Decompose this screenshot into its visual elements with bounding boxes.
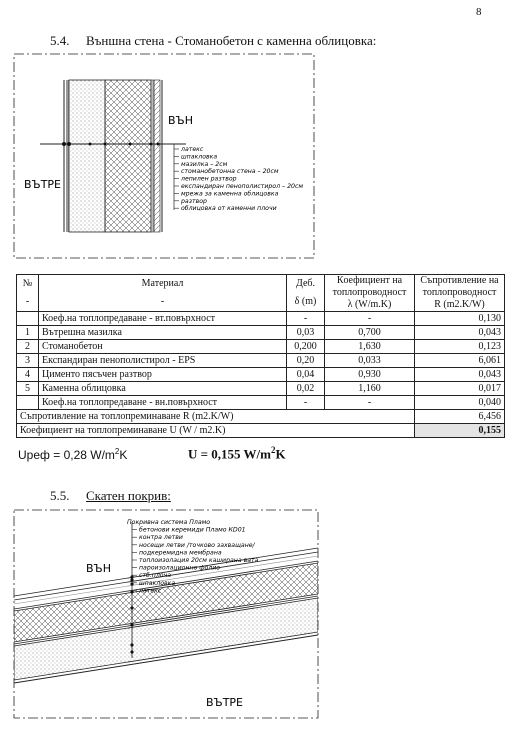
wall-callout-text: латекс: [181, 146, 204, 153]
header-lambda-line1: Кoефициент на: [336, 275, 403, 286]
section-title: Външна стена - Стоманобетон с каменна облицовка:: [86, 33, 377, 48]
cell-lambda: 1,630: [325, 340, 415, 354]
roof-label-outside: ВЪН: [86, 562, 111, 575]
roof-callout-text: бетонови керемиди Пламо КD01: [139, 526, 246, 534]
cell-no: 1: [17, 326, 39, 340]
u-reference-text: Uреф = 0,28 W/m: [18, 448, 115, 462]
cell-lambda: 1,160: [325, 382, 415, 396]
roof-callout-text: стб.плоча: [139, 572, 172, 580]
cell-no: 4: [17, 368, 39, 382]
cell-resistance: 0,130: [415, 312, 505, 326]
cell-thickness: 0,20: [287, 354, 325, 368]
cell-no: 2: [17, 340, 39, 354]
cell-resistance: 6,061: [415, 354, 505, 368]
cell-thickness: 0,200: [287, 340, 325, 354]
cell-thickness: 0,03: [287, 326, 325, 340]
cell-material: Каменна облицовка: [39, 382, 287, 396]
header-lambda-line2: топлопроводност: [332, 287, 407, 298]
header-thickness: Деб.: [287, 275, 325, 294]
u-reference-suffix: K: [119, 448, 128, 462]
cell-resistance: 0,123: [415, 340, 505, 354]
cell-lambda: -: [325, 396, 415, 410]
cell-no: 5: [17, 382, 39, 396]
wall-callout-text: разтвор: [181, 197, 207, 205]
cell-thickness: 0,02: [287, 382, 325, 396]
coefficient-value: 0,155: [415, 424, 505, 438]
cell-material: Вътрешна мазилка: [39, 326, 287, 340]
cell-material: Коеф.на топлопредаване - вн.повърхност: [39, 396, 287, 410]
cell-thickness: 0,04: [287, 368, 325, 382]
cell-resistance: 0,040: [415, 396, 505, 410]
section-number: 5.5.: [50, 488, 70, 503]
u-reference-sup: 2: [114, 447, 120, 456]
cell-thickness: -: [287, 396, 325, 410]
roof-callout-text: носещи летви /точково захващане/: [139, 541, 255, 549]
label-outside: ВЪН: [168, 114, 193, 127]
cell-lambda: 0,033: [325, 354, 415, 368]
cell-resistance: 0,043: [415, 368, 505, 382]
roof-callout-text: шпакловка: [139, 579, 176, 587]
cell-resistance: 0,017: [415, 382, 505, 396]
cell-resistance: 0,043: [415, 326, 505, 340]
wall-callout-text: стоманобетонна стена – 20см: [181, 168, 279, 176]
roof-callout-text: латекс: [139, 587, 162, 595]
header-lambda-line3: λ (W/m.K): [347, 299, 392, 310]
roof-callout-text: Покривна система Пламо: [127, 519, 211, 526]
section-number: 5.4.: [50, 33, 70, 48]
page-number: 8: [476, 6, 482, 18]
wall-callout-text: мазилка – 2см: [181, 160, 228, 168]
total-resistance-label: Съпротивление на топлопреминаване R (m2.K/W): [17, 410, 415, 424]
wall-callout-text: лепилен разтвор: [181, 175, 237, 183]
header-res-line3: R (m2.K/W): [434, 299, 485, 310]
u-result-suffix: K: [275, 446, 286, 462]
header-material-sub: -: [39, 293, 287, 312]
section-title: Скатен покрив:: [86, 488, 171, 503]
u-result-sup: 2: [271, 445, 276, 455]
wall-callout-text: мрежа за каменна облицовка: [181, 190, 279, 198]
cell-material: Експандиран пенополистирол - EPS: [39, 354, 287, 368]
header-no-sub: -: [17, 293, 39, 312]
roof-label-inside: ВЪТРЕ: [206, 696, 244, 709]
header-material: Материал: [39, 275, 287, 294]
cell-lambda: -: [325, 312, 415, 326]
roof-callout-text: топлоизолация 20см каширана вата: [139, 557, 259, 564]
cell-material: Коеф.на топлопредаване - вт.повърхност: [39, 312, 287, 326]
header-thickness-sub: δ (m): [287, 293, 325, 312]
roof-callout-text: пароизолационно фолио: [139, 564, 221, 572]
header-no: №: [17, 275, 39, 294]
cell-material: Циментo пясъчен разтвор: [39, 368, 287, 382]
cell-thickness: -: [287, 312, 325, 326]
roof-callout-text: контра летви: [139, 534, 183, 542]
label-inside: ВЪТРЕ: [24, 178, 62, 191]
total-resistance-value: 6,456: [415, 410, 505, 424]
coefficient-label: Коефициент на топлопреминаване U (W / m2.K): [17, 424, 415, 438]
u-result-text: U = 0,155 W/m: [188, 446, 272, 462]
header-res-line1: Съпротивление на: [420, 275, 499, 286]
header-res-line2: топлопроводност: [422, 287, 497, 298]
roof-callout-text: подкеремидна мембрана: [139, 549, 222, 557]
wall-callout-text: шпакловка: [181, 153, 218, 161]
cell-no: 3: [17, 354, 39, 368]
cell-lambda: 0,930: [325, 368, 415, 382]
cell-material: Стоманобетон: [39, 340, 287, 354]
wall-callout-text: облицовка от каменни плочи: [181, 205, 277, 213]
cell-lambda: 0,700: [325, 326, 415, 340]
wall-callout-text: експандиран пенополистирол – 20см: [181, 183, 304, 190]
